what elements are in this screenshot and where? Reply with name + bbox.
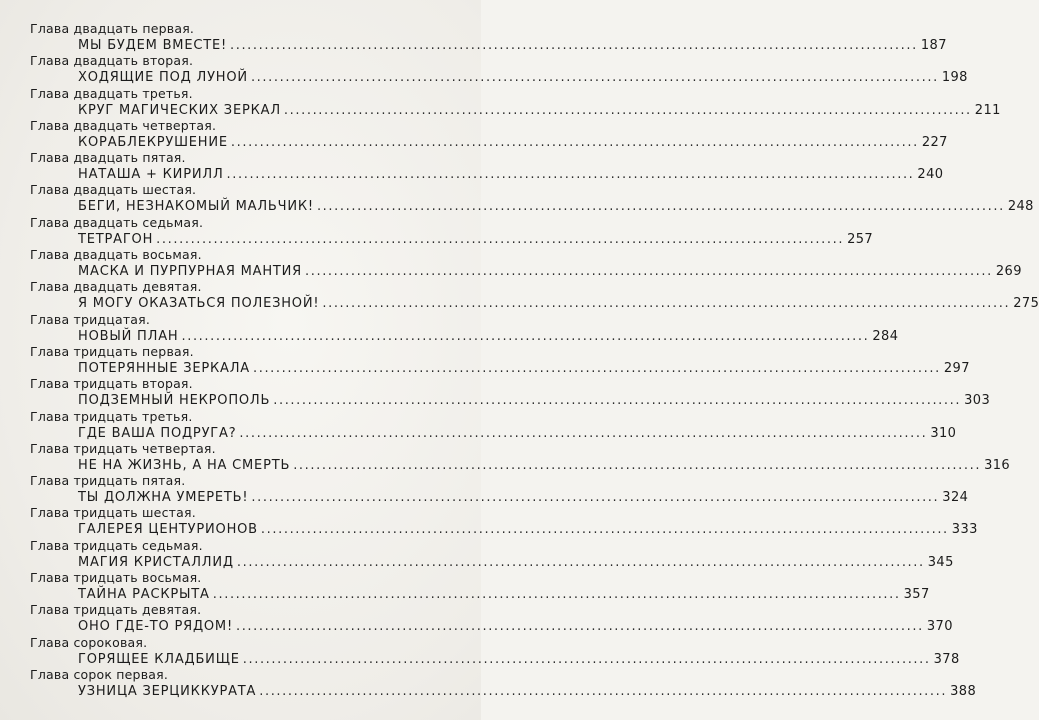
chapter-number: Глава тридцать пятая. xyxy=(30,473,186,489)
toc-line xyxy=(78,198,1034,215)
dot-leader: ........................................................................................................................ xyxy=(251,490,940,506)
toc-line xyxy=(78,554,954,571)
page-number: 303 xyxy=(964,393,991,409)
dot-leader: ........................................................................................................................ xyxy=(252,360,941,376)
toc-line xyxy=(78,392,991,409)
chapter-title: БЕГИ, НЕЗНАКОМЫЙ МАЛЬЧИК! xyxy=(78,199,314,215)
chapter-number: Глава двадцать девятая. xyxy=(30,279,202,295)
chapter-number: Глава тридцать девятая. xyxy=(30,602,202,618)
chapter-title: НОВЫЙ ПЛАН xyxy=(78,328,179,344)
dot-leader: ........................................................................................................................ xyxy=(283,102,972,118)
toc-entry xyxy=(30,21,947,54)
toc-line xyxy=(78,360,970,377)
chapter-number: Глава тридцатая. xyxy=(30,311,151,327)
chapter-number: Глава тридцать первая. xyxy=(30,343,194,359)
table-of-contents xyxy=(30,21,1039,700)
dot-leader: ........................................................................................................................ xyxy=(316,199,1005,215)
toc-entry xyxy=(30,537,954,571)
page-number: 297 xyxy=(943,360,970,376)
page-number: 388 xyxy=(950,683,977,699)
dot-leader: ........................................................................................................................ xyxy=(259,683,948,699)
toc-line xyxy=(78,231,874,248)
page-number: 240 xyxy=(917,167,944,183)
dot-leader: ........................................................................................................................ xyxy=(156,231,845,247)
chapter-title: МАСКА И ПУРПУРНАЯ МАНТИЯ xyxy=(78,264,302,280)
chapter-title: УЗНИЦА ЗЕРЦИККУРАТА xyxy=(78,683,257,699)
chapter-number: Глава двадцать первая. xyxy=(30,21,195,36)
dot-leader: ........................................................................................................................ xyxy=(239,425,928,441)
toc-entry xyxy=(30,247,1022,280)
dot-leader: ........................................................................................................................ xyxy=(181,328,870,344)
toc-entry xyxy=(30,634,960,668)
toc-entry xyxy=(30,408,957,442)
page-number: 310 xyxy=(930,425,957,441)
page-number: 378 xyxy=(933,651,960,667)
toc-line xyxy=(78,521,978,538)
toc-entry xyxy=(30,150,944,183)
chapter-number: Глава сороковая. xyxy=(30,634,148,650)
toc-entry xyxy=(30,570,930,603)
toc-line xyxy=(78,134,948,151)
chapter-number: Глава двадцать пятая. xyxy=(30,150,186,166)
page-number: 324 xyxy=(942,490,969,506)
page-number: 257 xyxy=(847,231,874,247)
dot-leader: ........................................................................................................................ xyxy=(273,393,962,409)
dot-leader: ........................................................................................................................ xyxy=(293,457,982,473)
toc-entry xyxy=(30,117,948,151)
chapter-title: ОНО ГДЕ-ТО РЯДОМ! xyxy=(78,619,233,635)
toc-entry xyxy=(30,666,977,700)
toc-line xyxy=(78,489,969,506)
toc-entry xyxy=(30,343,970,377)
page-number: 227 xyxy=(921,134,948,150)
chapter-number: Глава тридцать седьмая. xyxy=(30,537,203,553)
toc-line xyxy=(78,37,947,54)
toc-line xyxy=(78,618,953,635)
chapter-title: МАГИЯ КРИСТАЛЛИД xyxy=(78,554,234,570)
dot-leader: ........................................................................................................................ xyxy=(229,38,918,53)
chapter-title: МЫ БУДЕМ ВМЕСТЕ! xyxy=(78,38,227,53)
dot-leader: ........................................................................................................................ xyxy=(305,264,993,280)
page-number: 284 xyxy=(872,328,899,344)
page-number: 269 xyxy=(995,264,1022,280)
toc-entry xyxy=(30,505,978,538)
toc-line xyxy=(78,425,957,442)
dot-leader: ........................................................................................................................ xyxy=(212,587,901,603)
chapter-title: ПОТЕРЯННЫЕ ЗЕРКАЛА xyxy=(78,360,250,376)
chapter-title: Я МОГУ ОКАЗАТЬСЯ ПОЛЕЗНОЙ! xyxy=(78,296,320,312)
toc-entry xyxy=(30,376,991,409)
toc-entry xyxy=(30,85,1001,119)
toc-entry xyxy=(30,214,874,248)
chapter-title: ПОДЗЕМНЫЙ НЕКРОПОЛЬ xyxy=(78,393,271,409)
chapter-number: Глава тридцать четвертая. xyxy=(30,440,216,456)
chapter-title: ТЕТРАГОН xyxy=(78,231,154,247)
chapter-title: ГДЕ ВАША ПОДРУГА? xyxy=(78,425,237,441)
dot-leader: ........................................................................................................................ xyxy=(322,296,1011,312)
toc-line xyxy=(78,457,1011,474)
toc-entry xyxy=(30,53,968,86)
dot-leader: ........................................................................................................................ xyxy=(242,651,931,667)
chapter-title: КРУГ МАГИЧЕСКИХ ЗЕРКАЛ xyxy=(78,102,281,118)
chapter-title: ХОДЯЩИЕ ПОД ЛУНОЙ xyxy=(78,70,248,86)
page-number: 248 xyxy=(1007,199,1034,215)
dot-leader: ........................................................................................................................ xyxy=(226,167,915,183)
toc-line xyxy=(78,295,1039,312)
page-number: 275 xyxy=(1013,296,1039,312)
page-number: 370 xyxy=(926,619,953,635)
toc-line xyxy=(78,166,944,183)
chapter-title: ТАЙНА РАСКРЫТА xyxy=(78,587,210,603)
toc-line xyxy=(78,586,930,603)
toc-entry xyxy=(30,602,953,635)
chapter-title: НАТАША + КИРИЛЛ xyxy=(78,167,224,183)
toc-line xyxy=(78,683,977,700)
toc-line xyxy=(78,102,1001,119)
chapter-title: КОРАБЛЕКРУШЕНИЕ xyxy=(78,134,228,150)
chapter-number: Глава двадцать третья. xyxy=(30,85,193,101)
dot-leader: ........................................................................................................................ xyxy=(230,134,919,150)
chapter-title: ТЫ ДОЛЖНА УМЕРЕТЬ! xyxy=(78,490,249,506)
chapter-number: Глава тридцать шестая. xyxy=(30,505,196,521)
dot-leader: ........................................................................................................................ xyxy=(260,522,949,538)
page-number: 211 xyxy=(974,102,1001,118)
chapter-title: НЕ НА ЖИЗНЬ, А НА СМЕРТЬ xyxy=(78,457,291,473)
chapter-number: Глава тридцать третья. xyxy=(30,408,193,424)
page-number: 333 xyxy=(951,522,978,538)
chapter-number: Глава двадцать вторая. xyxy=(30,53,194,69)
toc-entry xyxy=(30,311,899,345)
page-number: 357 xyxy=(903,587,930,603)
toc-line xyxy=(78,651,960,668)
chapter-number: Глава двадцать восьмая. xyxy=(30,247,202,263)
toc-line xyxy=(78,69,968,86)
toc-line xyxy=(78,263,1022,280)
page-number: 316 xyxy=(984,457,1011,473)
dot-leader: ........................................................................................................................ xyxy=(250,70,939,86)
chapter-number: Глава двадцать четвертая. xyxy=(30,117,217,133)
dot-leader: ........................................................................................................................ xyxy=(235,619,924,635)
chapter-number: Глава тридцать восьмая. xyxy=(30,570,202,586)
toc-entry xyxy=(30,473,969,506)
toc-entry xyxy=(30,279,1039,312)
chapter-number: Глава тридцать вторая. xyxy=(30,376,193,392)
chapter-number: Глава сорок первая. xyxy=(30,666,169,682)
chapter-number: Глава двадцать седьмая. xyxy=(30,214,204,230)
toc-line xyxy=(78,328,899,345)
chapter-title: ГАЛЕРЕЯ ЦЕНТУРИОНОВ xyxy=(78,522,258,538)
chapter-title: ГОРЯЩЕЕ КЛАДБИЩЕ xyxy=(78,651,240,667)
toc-entry xyxy=(30,182,1034,215)
dot-leader: ........................................................................................................................ xyxy=(236,554,925,570)
chapter-number: Глава двадцать шестая. xyxy=(30,182,197,198)
page-number: 198 xyxy=(941,70,968,86)
page-number: 187 xyxy=(920,38,947,53)
toc-entry xyxy=(30,440,1011,474)
page-number: 345 xyxy=(927,554,954,570)
